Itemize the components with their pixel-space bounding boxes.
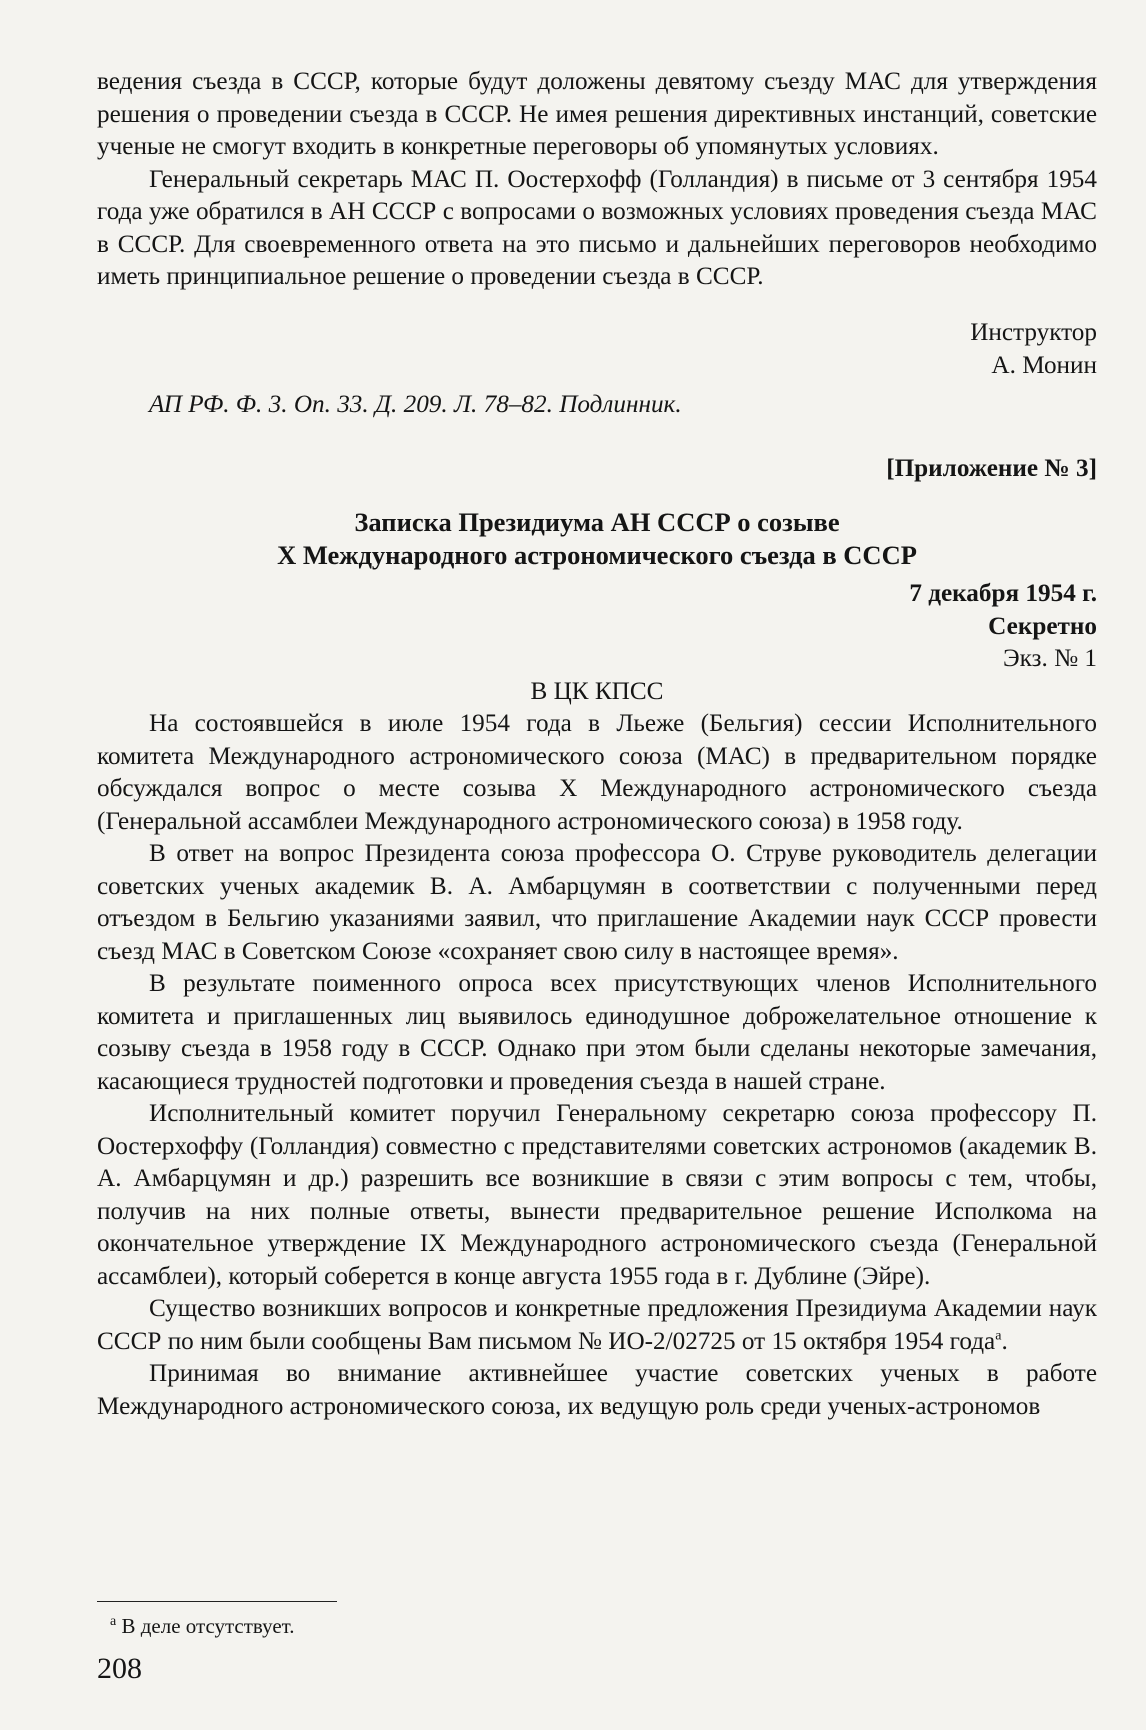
main-text-block — [97, 708, 1097, 1423]
document-title — [97, 506, 1097, 572]
addressee: В ЦК КПСС — [530, 678, 664, 705]
footnote-text: В деле отсутствует. — [121, 1614, 295, 1638]
classification-stamp: Секретно — [988, 612, 1097, 640]
paragraph-poll-results: В результате поименного опроса всех присутствующих членов Исполнительного комитета и приглашенных лиц выявилось единодушное доброжелательное отношение к созыву съезда в 1958 году в СССР. Однако при этом были сделаны некоторые замечания, касающиеся трудностей подготовки и проведения съезда в нашей стране. — [97, 970, 1097, 1095]
paragraph-executive-committee: Исполнительный комитет поручил Генеральному секретарю союза профессору П. Оостерхоффу (Голландия) совместно с представителями советских астрономов (академик В. А. Амбарцумян и др.) разрешить все возникшие в связи с этим вопросы с тем, чтобы, получив на них полные ответы, вынести предварительное решение Исполкома на окончательное утверждение IX Международного астрономического съезда (Генеральной ассамблеи), который соберется в конце августа 1955 года в г. Дублине (Эйре). — [97, 1100, 1097, 1290]
academy-letter-text: Существо возникших вопросов и конкретные предложения Президиума Академии наук СССР по ним были сообщены Вам письмом № ИО-2/02725 от 15 октября 1954 года — [97, 1295, 1097, 1355]
paragraph-continued: ведения съезда в СССР, которые будут доложены девятому съезду МАС для утверждения решения о проведении съезда в СССР. Не имея решения директивных инстанций, советские ученые не смогут входить в конкретные переговоры об упомянутых условиях. — [97, 68, 1097, 160]
footnote — [110, 1612, 295, 1640]
footnote-mark: а — [995, 1328, 1002, 1344]
document-title-line-1: Записка Президиума АН СССР о созыве — [354, 507, 840, 537]
top-text-block — [97, 66, 1097, 294]
document-meta — [97, 578, 1097, 676]
signature-position: Инструктор — [970, 319, 1097, 346]
paragraph-liege-session: На состоявшейся в июле 1954 года в Льеже (Бельгия) сессии Исполнительного комитета Международного астрономического союза (МАС) в предварительном порядке обсуждался вопрос о месте созыва X Международного астрономического съезда (Генеральной ассамблеи Международного астрономического союза) в 1958 году. — [97, 710, 1097, 835]
signature-block — [97, 317, 1097, 382]
paragraph-participation: Принимая во внимание активнейшее участие советских ученых в работе Международного астрономического союза, их ведущую роль среди ученых-астрономов — [97, 1360, 1097, 1420]
footnote-divider — [97, 1601, 337, 1602]
page-number: 208 — [97, 1652, 142, 1685]
addressee-block — [97, 676, 1097, 709]
archive-source: АП РФ. Ф. 3. Оп. 33. Д. 209. Л. 78–82. Подлинник. — [149, 391, 682, 418]
document-date: 7 декабря 1954 г. — [909, 580, 1097, 607]
paragraph-academy-letter: Существо возникших вопросов и конкретные предложения Президиума Академии наук СССР по ним были сообщены Вам письмом № ИО-2/02725 от 15 октября 1954 года$^а$. — [97, 1295, 1097, 1355]
paragraph-ambartsumian-reply: В ответ на вопрос Президента союза профессора О. Струве руководитель делегации советских ученых академик В. А. Амбарцумян в соответствии с полученными перед отъездом в Бельгию указаниями заявил, что приглашение Академии наук СССР провести съезд МАС в Советском Союзе «сохраняет свою силу в настоящее время». — [97, 840, 1097, 965]
appendix-label-block — [97, 453, 1097, 486]
copy-number: Экз. № 1 — [1003, 645, 1097, 672]
paragraph-secretary-letter: Генеральный секретарь МАС П. Оостерхофф (Голландия) в письме от 3 сентября 1954 года уже обратился в АН СССР с вопросами о возможных условиях проведения съезда МАС в СССР. Для своевременного ответа на это письмо и дальнейших переговоров необходимо иметь принципиальное решение о проведении съезда в СССР. — [97, 165, 1097, 290]
signature-name: А. Монин — [991, 351, 1097, 379]
appendix-label: [Приложение № 3] — [886, 455, 1097, 482]
footnote-ref-mark: а — [110, 1614, 117, 1629]
archive-source-block — [97, 389, 1097, 422]
document-title-line-2: X Международного астрономического съезда в СССР — [277, 540, 917, 570]
